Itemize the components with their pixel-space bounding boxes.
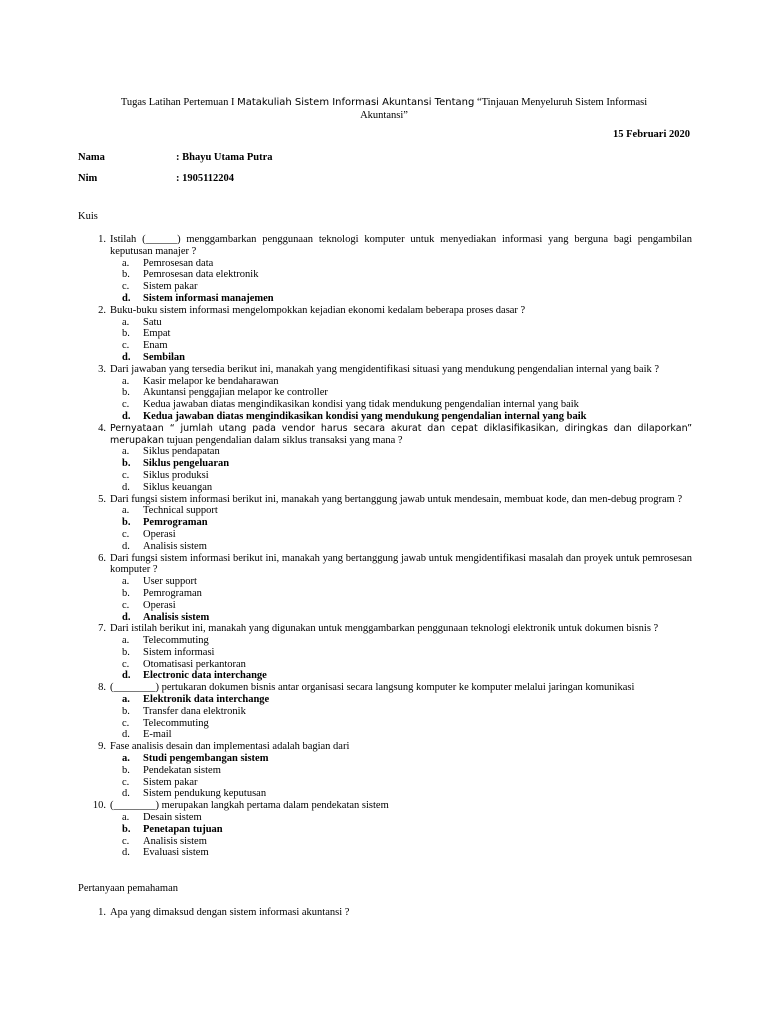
quiz-question — [78, 682, 692, 694]
answer-option — [78, 576, 692, 588]
quiz-list — [78, 234, 692, 859]
question-number: 7. — [98, 623, 106, 635]
question-body: Dari jawaban yang tersedia berikut ini, manakah yang mengidentifikasi situasi yang mendukung pengendalian internal yang baik ? — [110, 363, 660, 375]
option-letter: d. — [122, 788, 130, 800]
answer-option — [78, 588, 692, 600]
answer-options — [78, 317, 692, 364]
quiz-question — [78, 364, 692, 376]
question-body: Dari fungsi sistem informasi berikut ini, manakah yang bertanggung jawab untuk mendesain, membuat kode, dan men-debug program ? — [110, 493, 683, 505]
nim-row — [78, 173, 234, 184]
question-text — [110, 305, 692, 317]
option-letter: b. — [122, 517, 131, 529]
option-letter: b. — [122, 328, 130, 340]
answer-option — [78, 446, 692, 458]
option-letter: a. — [122, 505, 130, 517]
option-letter: b. — [122, 705, 130, 717]
option-text: Operasi — [143, 528, 176, 540]
answer-option — [78, 340, 692, 352]
answer-option — [78, 541, 692, 553]
name-label: Nama — [78, 152, 105, 163]
option-letter: c. — [122, 528, 130, 540]
answer-options — [78, 753, 692, 800]
quiz-question — [78, 234, 692, 258]
option-letter: d. — [122, 481, 130, 493]
question-number: 1. — [98, 907, 106, 918]
answer-option — [78, 328, 692, 340]
answer-option — [78, 847, 692, 859]
understanding-heading: Pertanyaan pemahaman — [78, 883, 178, 894]
question-text — [110, 741, 692, 753]
option-letter: a. — [122, 635, 130, 647]
title-course: Matakuliah Sistem Informasi Akuntansi Tentang — [237, 97, 475, 108]
quiz-question — [78, 494, 692, 506]
answer-option — [78, 659, 692, 671]
option-letter: a. — [122, 446, 130, 458]
title-topic-line2: Akuntansi” — [360, 110, 408, 121]
answer-option — [78, 482, 692, 494]
option-text: Technical support — [143, 505, 218, 517]
option-text: Enam — [143, 340, 168, 352]
question-text — [110, 234, 692, 258]
question-number: 4. — [98, 422, 106, 434]
answer-option — [78, 600, 692, 612]
option-text: Electronic data interchange — [143, 670, 267, 682]
option-letter: d. — [122, 292, 131, 304]
answer-option — [78, 470, 692, 482]
question-number: 8. — [98, 682, 106, 694]
option-letter: d. — [122, 670, 131, 682]
answer-option — [78, 635, 692, 647]
answer-option — [78, 387, 692, 399]
option-letter: d. — [122, 540, 130, 552]
understanding-list — [78, 907, 692, 919]
quiz-heading: Kuis — [78, 211, 98, 222]
answer-options — [78, 446, 692, 493]
answer-option — [78, 399, 692, 411]
answer-options — [78, 505, 692, 552]
option-letter: b. — [122, 458, 131, 470]
answer-options — [78, 376, 692, 423]
answer-option-correct — [78, 753, 692, 765]
option-letter: b. — [122, 646, 130, 658]
option-text: Siklus keuangan — [143, 481, 213, 493]
option-letter: b. — [122, 269, 130, 281]
option-letter: c. — [122, 599, 130, 611]
quiz-question — [78, 423, 692, 447]
question-statement: Pernyataan “ jumlah utang pada vendor harus secara akurat dan cepat diklasifikasikan, diringkas dan dilaporkan” merupakan — [110, 422, 692, 446]
answer-option — [78, 376, 692, 388]
answer-options — [78, 258, 692, 305]
option-text: User support — [143, 576, 197, 588]
option-letter: d. — [122, 611, 131, 623]
answer-option-correct — [78, 612, 692, 624]
option-letter: d. — [122, 847, 130, 859]
question-number: 1. — [98, 234, 106, 245]
answer-option-correct — [78, 293, 692, 305]
option-text: Siklus pengeluaran — [143, 458, 230, 470]
answer-option — [78, 836, 692, 848]
option-text: Sistem informasi manajemen — [143, 292, 274, 304]
name-row — [78, 152, 273, 163]
understanding-question — [78, 907, 692, 919]
option-text: Telecommuting — [143, 635, 209, 647]
option-text: Kedua jawaban diatas mengindikasikan kondisi yang mendukung pengendalian internal yang baik — [143, 410, 587, 422]
option-text: Telecommuting — [143, 717, 209, 729]
answer-option-correct — [78, 824, 692, 836]
question-body: Fase analisis desain dan implementasi adalah bagian dari — [110, 741, 350, 753]
question-number: 2. — [98, 304, 106, 316]
option-text: Sistem informasi — [143, 646, 215, 658]
option-letter: c. — [122, 399, 130, 411]
quiz-question — [78, 553, 692, 577]
option-text: Akuntansi penggajian melapor ke controller — [143, 387, 328, 399]
answer-option — [78, 281, 692, 293]
quiz-question — [78, 623, 692, 635]
answer-option — [78, 718, 692, 730]
question-text — [110, 800, 692, 812]
title-prefix: Tugas Latihan Pertemuan I — [120, 97, 235, 108]
option-letter: d. — [122, 410, 131, 422]
answer-option — [78, 788, 692, 800]
option-letter: c. — [122, 776, 130, 788]
question-text — [110, 553, 692, 577]
option-letter: b. — [122, 587, 130, 599]
title-topic: “Tinjauan Menyeluruh Sistem Informasi — [476, 97, 648, 108]
option-letter: d. — [122, 729, 130, 741]
option-letter: c. — [122, 717, 130, 729]
name-value: : Bhayu Utama Putra — [176, 152, 273, 163]
quiz-question — [78, 305, 692, 317]
question-body: Dari istilah berikut ini, manakah yang digunakan untuk menggambarkan penggunaan teknologi elektronik untuk dokumen bisnis ? — [110, 623, 659, 635]
option-letter: a. — [122, 316, 130, 328]
option-letter: a. — [122, 375, 130, 387]
option-text: Sistem pakar — [143, 281, 198, 293]
answer-option — [78, 812, 692, 824]
answer-option-correct — [78, 458, 692, 470]
answer-option-correct — [78, 670, 692, 682]
answer-options — [78, 812, 692, 859]
question-text — [110, 682, 692, 694]
question-text — [110, 494, 692, 506]
answer-option — [78, 317, 692, 329]
option-text: Sistem pakar — [143, 776, 198, 788]
question-body: tujuan pengendalian dalam siklus transaksi yang mana ? — [164, 434, 403, 446]
question-body: (________) merupakan langkah pertama dalam pendekatan sistem — [110, 800, 389, 812]
option-text: Transfer dana elektronik — [143, 705, 246, 717]
answer-option — [78, 529, 692, 541]
answer-option — [78, 706, 692, 718]
option-text: Empat — [143, 328, 171, 340]
option-letter: a. — [122, 753, 130, 765]
option-letter: c. — [122, 340, 130, 352]
nim-value: : 1905112204 — [176, 173, 235, 184]
option-letter: b. — [122, 387, 130, 399]
question-body: Dari fungsi sistem informasi berikut ini, manakah yang bertanggung jawab untuk mengidentifikasi masalah dan proyek untuk pemrosesan komputer ? — [110, 552, 692, 576]
quiz-question — [78, 741, 692, 753]
option-letter: d. — [122, 351, 131, 363]
option-text: Studi pengembangan sistem — [143, 753, 269, 765]
question-number: 5. — [98, 493, 106, 505]
question-text — [110, 364, 692, 376]
question-number: 3. — [98, 363, 106, 375]
option-text: Sistem pendukung keputusan — [143, 788, 267, 800]
question-text: Apa yang dimaksud dengan sistem informasi akuntansi ? — [110, 907, 350, 918]
option-text: Analisis sistem — [143, 611, 210, 623]
answer-option — [78, 258, 692, 270]
option-text: E-mail — [143, 729, 172, 741]
option-letter: c. — [122, 835, 130, 847]
option-letter: a. — [122, 694, 130, 706]
option-letter: a. — [122, 576, 130, 588]
option-text: Pemrosesan data elektronik — [143, 269, 259, 281]
option-letter: c. — [122, 658, 130, 670]
question-number: 10. — [92, 800, 106, 812]
option-text: Kedua jawaban diatas mengindikasikan kondisi yang tidak mendukung pengendalian internal yang baik — [143, 399, 579, 411]
option-text: Siklus pendapatan — [143, 446, 220, 458]
question-text — [110, 423, 692, 447]
option-text: Penetapan tujuan — [143, 823, 223, 835]
question-body: Buku-buku sistem informasi mengelompokkan kejadian ekonomi kedalam beberapa proses dasar ? — [110, 304, 526, 316]
option-text: Satu — [143, 316, 162, 328]
option-text: Desain sistem — [143, 812, 202, 824]
answer-option — [78, 505, 692, 517]
option-letter: c. — [122, 469, 130, 481]
option-letter: a. — [122, 257, 130, 269]
document-date: 15 Februari 2020 — [613, 129, 690, 140]
option-text: Siklus produksi — [143, 469, 209, 481]
option-text: Kasir melapor ke bendaharawan — [143, 375, 279, 387]
answer-option — [78, 777, 692, 789]
question-number: 6. — [98, 552, 106, 564]
option-text: Sembilan — [143, 351, 186, 363]
option-text: Elektronik data interchange — [143, 694, 270, 706]
answer-option-correct — [78, 411, 692, 423]
answer-options — [78, 694, 692, 741]
answer-option — [78, 647, 692, 659]
document-title — [90, 96, 678, 122]
answer-option — [78, 729, 692, 741]
option-text: Analisis sistem — [143, 835, 207, 847]
question-body: Istilah (______) menggambarkan penggunaan teknologi komputer untuk menyediakan informasi yang berguna bagi pengambilan keputusan manajer ? — [110, 234, 692, 257]
answer-option-correct — [78, 694, 692, 706]
option-text: Pemrosesan data — [143, 257, 214, 269]
answer-option — [78, 765, 692, 777]
option-text: Analisis sistem — [143, 540, 207, 552]
option-letter: b. — [122, 764, 130, 776]
option-letter: b. — [122, 823, 131, 835]
answer-option-correct — [78, 352, 692, 364]
question-number: 9. — [98, 741, 106, 753]
nim-label: Nim — [78, 173, 98, 184]
option-text: Otomatisasi perkantoran — [143, 658, 246, 670]
option-letter: c. — [122, 281, 130, 293]
option-text: Operasi — [143, 599, 176, 611]
option-letter: a. — [122, 812, 130, 824]
question-text — [110, 623, 692, 635]
answer-option-correct — [78, 517, 692, 529]
answer-option — [78, 269, 692, 281]
option-text: Pendekatan sistem — [143, 764, 221, 776]
option-text: Pemrograman — [143, 587, 202, 599]
option-text: Pemrograman — [143, 517, 208, 529]
answer-options — [78, 576, 692, 623]
question-body: (________) pertukaran dokumen bisnis antar organisasi secara langsung komputer ke komputer melalui jaringan komunikasi — [110, 682, 635, 694]
answer-options — [78, 635, 692, 682]
option-text: Evaluasi sistem — [143, 847, 209, 859]
quiz-question — [78, 800, 692, 812]
